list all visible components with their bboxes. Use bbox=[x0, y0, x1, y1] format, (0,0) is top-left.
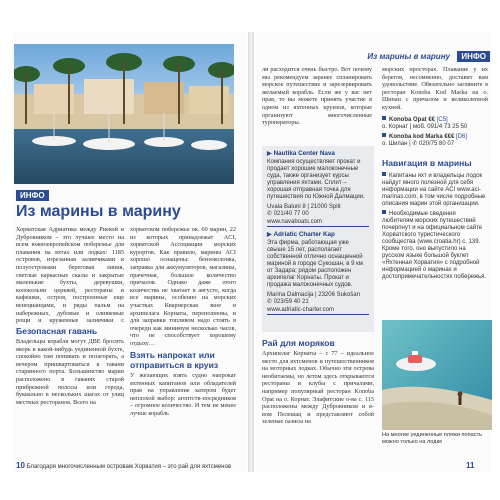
navigation-item-text: Капитаны яхт и владельцы лодок найдут много полезной для себя информации на сайте ACI www.aci-marinas.com, в том числе подробные описания марин этой организации. bbox=[382, 173, 486, 207]
charter-name: Nautika Center Nava bbox=[273, 150, 335, 157]
book-gutter bbox=[248, 32, 254, 472]
intro-column-1: Хорватская Адриатика между Риекой и Дубровником – это лучшее место на всем южноевропейском побережье для плавания на яхтах или лодках: 1185 островов, изрезанная заливчиками и полуостровами береговая линия, светлые каркасные скалы и закрытые маленькие бухты, деревушки, колокольни церквей, рестораны и кафешки, остров, построенные еще венецианцами, и ряды пальм на набережных, дубовые и оливковые рощи и кружевные заливчики с bbox=[16, 226, 124, 325]
restaurant-name: Konoba Opat €€ bbox=[389, 117, 436, 123]
navigation-item-text: Необходимые сведения любителям морских путешествий почерпнут и на официальном сайте Хорватского туристического сообщества (www.croatia.hr) с. 139. Кроме того, оно выпустило на русском языке большой буклет «Яхтенная Хорватия» с подробной информацией о маринах и достопримечательностях побережья. bbox=[382, 211, 487, 280]
charter-phone: ✆ 023/59 40 21 bbox=[267, 299, 309, 305]
left-footer bbox=[16, 461, 246, 470]
right-column-1-text: ли расходится очень быстро. Вот почему мы рекомендуем заранее спланировать морское путешествие и зарезервировать желаемый корабль. Если же у вас нет прав, то вы можете принять участие в одном из яхтенных круизов, которые организуют многочисленные туроператоры. bbox=[262, 66, 372, 127]
navigation-item bbox=[382, 172, 488, 208]
boat-beach-photo bbox=[382, 320, 492, 430]
page-title: Из марины в марину bbox=[16, 203, 181, 220]
right-column-2-text: морских просторах. Плавание у их берегов, несомненно, доставит вам удовольствие. Обязательно загляните в ресторан Konoba Kod Marka на о. Шипан с причалом и великолепной кухней. bbox=[382, 66, 488, 111]
charter-phone: ✆ 021/40 77 00 bbox=[267, 211, 309, 217]
restaurant-grid-tag: [C5] bbox=[436, 117, 448, 123]
marina-photo-graphic bbox=[14, 44, 234, 184]
charter-url[interactable]: www.navaboats.com bbox=[267, 219, 369, 227]
charter-info-box bbox=[262, 146, 374, 332]
section-heading-sailors: Рай для моряков bbox=[262, 338, 335, 348]
info-tag-left: ИНФО bbox=[16, 190, 49, 201]
bullet-square-icon bbox=[382, 133, 386, 137]
right-header bbox=[367, 46, 490, 64]
boat-beach-photo-graphic bbox=[382, 320, 492, 430]
restaurant-detail: о. Шипан | ✆ 020/75 80 07 bbox=[382, 141, 455, 147]
right-footer bbox=[466, 461, 474, 470]
charter-address: Marina Dalmacija | 23206 Sukošan bbox=[267, 292, 360, 298]
bullet-square-icon bbox=[382, 210, 386, 214]
charter-address: Uvala Baluni 8 | 21000 Split bbox=[267, 204, 341, 210]
restaurant-name: Konoba kod Marka €€€ bbox=[389, 134, 455, 140]
left-page-number: 10 bbox=[16, 461, 25, 470]
charter-name: Adriatic Charter Kap bbox=[273, 231, 335, 238]
restaurant-detail: о. Корнат | моб. 091/4 73 25 50 bbox=[382, 124, 468, 130]
marina-text: Владельцы корабля могут ДВЕ бросить якорь в какой-нибудь уединенной бухте, спокойно там попивать и позагорать, а вечером пришвартоваться к гавани старинного порта. Большинство марин расположено в гаванях старой прибрежной полосы или города, буквально в нескольких шагах от улиц местных ресторанов. Всего на bbox=[16, 338, 124, 406]
charter-description: Эта фирма, работающая уже свыше 15 лет, располагает собственной отлично оснащенной мариной в городе Сукошан, в 9 км от Задара; рядом расположен архипелаг Корнаты. Прокат и продажа малоконечных судов. bbox=[267, 240, 363, 288]
charter-item bbox=[267, 231, 369, 315]
arrow-icon: ▶ bbox=[267, 151, 272, 157]
book-spread bbox=[4, 4, 496, 492]
arrow-icon: ▶ bbox=[267, 232, 272, 238]
restaurant-list bbox=[382, 116, 490, 150]
info-tag-right: ИНФО bbox=[457, 51, 490, 62]
restaurant-item bbox=[382, 116, 490, 131]
charter-url[interactable]: www.adriatic-charter.com bbox=[267, 307, 369, 315]
left-footer-text: Благодаря многочисленным островам Хорватия – это рай для яхтсменов bbox=[26, 464, 232, 470]
intro-column-2: хорватском побережье ок. 60 марин, 22 из которых принадлежат ACI, хорватской Ассоциации морских курортов. Как правило, марины ACI хорошо оснащены: бензоколонка, заправка для аккумуляторов, магазины, прачечная, большое количество причалов. Однако даже этого количества не хватает в августе, когда все марины, особенно на морских участках Кварнерская зкне и архипелага Корнаты, переполнены, и для заправки топливом надо стоять в очереди как минимум несколько часов, что не способствует хорошему отдыху… bbox=[130, 226, 236, 346]
navigation-item bbox=[382, 210, 488, 281]
rent-text: У желающих взять судно напрокат яхтенных капитанов или обладателей прав на управление катером будет неплохой выбор: агентств-посредников – огромное количество. И тем не менее лучше корабль bbox=[130, 372, 236, 417]
section-heading-marina: Безопасная гавань bbox=[16, 326, 98, 336]
bullet-square-icon bbox=[382, 172, 386, 176]
section-heading-navigation: Навигация в марины bbox=[382, 158, 472, 168]
section-heading-rent: Взять напрокат или отправиться в круиз bbox=[130, 350, 219, 370]
restaurant-item bbox=[382, 133, 490, 148]
photo-caption: На многие уединенные пляжи попасть можно только на лодке bbox=[382, 432, 483, 445]
sailors-text: Архипелаг Корнаты – с 77 – идеальное место для яхтсменов и путешественников на моторных лодках. Обычно эти острова необитаемы, но летом здесь открываются рестораны и клубы с причалами, например популярный ресторан Konoba Opat на о. Корнат. Элафитские о-ва с. 115 расположены между Дубровником и в-вом Пелешац и представляют собой зеленые оазисы на bbox=[262, 350, 374, 426]
right-page-number: 11 bbox=[466, 461, 475, 470]
marina-photo bbox=[14, 44, 234, 184]
charter-description: Компания осуществляет прокат и продает хорошие малоконечные суда, также организует курсы управления яхтами. Сплит – хорошая отправная точка для путешествия по Южной Далмации. bbox=[267, 159, 365, 200]
navigation-list bbox=[382, 172, 488, 283]
restaurant-grid-tag: [D6] bbox=[456, 134, 468, 140]
charter-item bbox=[267, 150, 369, 227]
bullet-square-icon bbox=[382, 116, 386, 120]
right-header-title: Из марины в марину bbox=[367, 52, 450, 61]
